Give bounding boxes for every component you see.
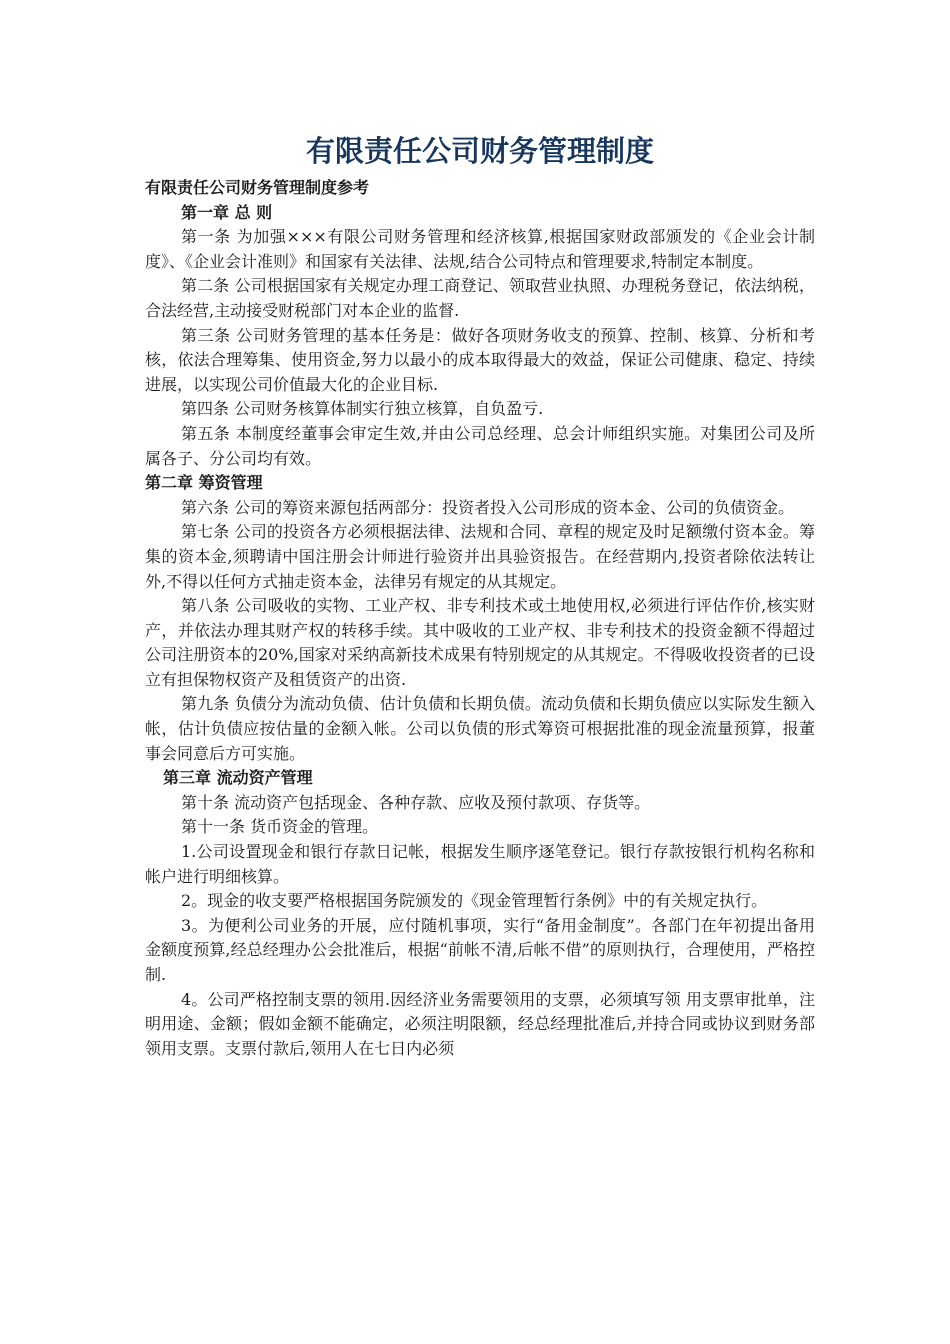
document-page [145, 128, 815, 1061]
article-paragraph: 第八条 公司吸收的实物、工业产权、非专利技术或土地使用权,必须进行评估作价,核实财产，并依法办理其财产权的转移手续。其中吸收的工业产权、非专利技术的投资金额不得超过公司注册资本的20%,国家对采纳高新技术成果有特别规定的从其规定。不得吸收投资者的已设立有担保物权资产及租赁资产的出资. [145, 596, 815, 689]
article-paragraph: 第七条 公司的投资各方必须根据法律、法规和合同、章程的规定及时足额缴付资本金。筹集的资本金,须聘请中国注册会计师进行验资并出具验资报告。在经营期内,投资者除依法转让外,不得以任何方式抽走资本金，法律另有规定的从其规定。 [145, 522, 815, 591]
document-subtitle: 有限责任公司财务管理制度参考 [145, 178, 370, 197]
article-paragraph: 第九条 负债分为流动负债、估计负债和长期负债。流动负债和长期负债应以实际发生额入帐，估计负债应按估量的金额入帐。公司以负债的形式筹资可根据批准的现金流量预算，报董事会同意后方可实施。 [145, 694, 815, 763]
list-paragraph: 4。公司严格控制支票的领用.因经济业务需要领用的支票，必须填写领 用支票审批单，注明用途、金额；假如金额不能确定，必须注明限额，经总经理批准后,并持合同或协议到财务部领用支票。支票付款后,领用人在七日内必须 [145, 989, 815, 1058]
list-paragraph: 3。为便利公司业务的开展，应付随机事项，实行“备用金制度”。各部门在年初提出备用金额度预算,经总经理办公会批准后，根据“前帐不清,后帐不借”的原则执行，合理使用，严格控制. [145, 915, 815, 984]
article-paragraph: 第三条 公司财务管理的基本任务是：做好各项财务收支的预算、控制、核算、分析和考核，依法合理筹集、使用资金,努力以最小的成本取得最大的效益，保证公司健康、稳定、持续进展，以实现公司价值最大化的企业目标. [145, 325, 815, 394]
article-paragraph: 第五条 本制度经董事会审定生效,并由公司总经理、总会计师组织实施。对集团公司及所属各子、分公司均有效。 [145, 423, 815, 468]
document-title: 有限责任公司财务管理制度 [305, 134, 654, 168]
article-paragraph: 第十条 流动资产包括现金、各种存款、应收及预付款项、存货等。 [181, 792, 651, 812]
article-paragraph: 第六条 公司的筹资来源包括两部分：投资者投入公司形成的资本金、公司的负债资金。 [181, 497, 795, 517]
article-paragraph: 第四条 公司财务核算体制实行独立核算，自负盈亏. [181, 399, 544, 419]
chapter-heading: 第二章 筹资管理 [145, 473, 263, 493]
list-paragraph: 1.公司设置现金和银行存款日记帐，根据发生顺序逐笔登记。银行存款按银行机构名称和帐户进行明细核算。 [145, 842, 815, 886]
article-paragraph: 第二条 公司根据国家有关规定办理工商登记、领取营业执照、办理税务登记，依法纳税，合法经营,主动接受财税部门对本企业的监督. [145, 276, 815, 320]
list-paragraph: 2。现金的收支要严格根据国务院颁发的《现金管理暂行条例》中的有关规定执行。 [181, 891, 768, 911]
chapter-heading: 第三章 流动资产管理 [163, 768, 313, 788]
chapter-heading: 第一章 总 则 [181, 202, 273, 222]
article-paragraph: 第十一条 货币资金的管理。 [181, 817, 379, 837]
article-paragraph: 第一条 为加强×××有限公司财务管理和经济核算,根据国家财政部颁发的《企业会计制度》、《企业会计准则》和国家有关法律、法规,结合公司特点和管理要求,特制定本制度。 [145, 227, 815, 271]
